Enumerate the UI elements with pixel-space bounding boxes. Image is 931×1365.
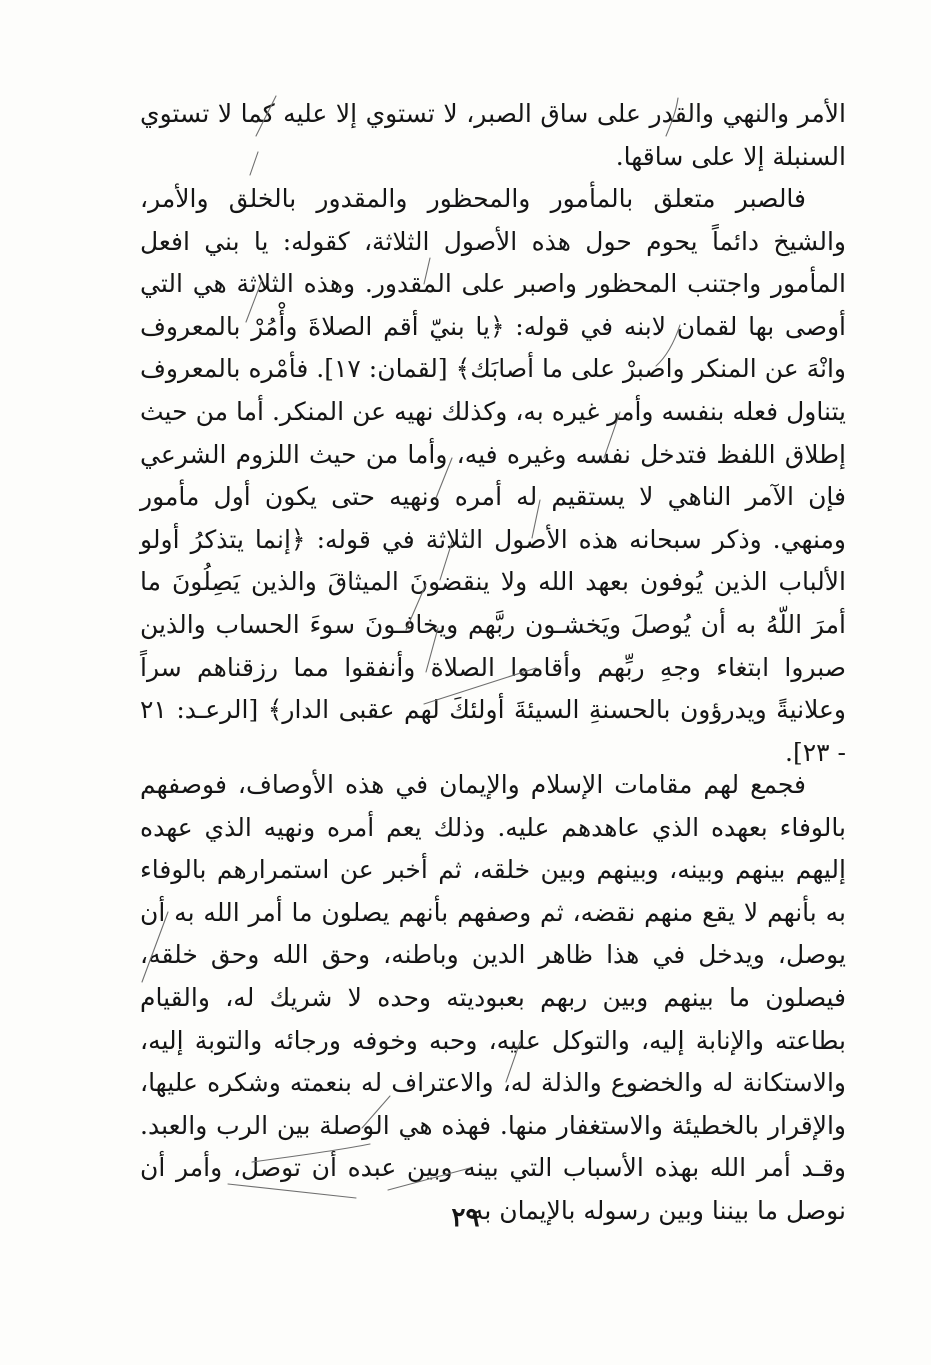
paragraph-2: فالصبر متعلق بالمأمور والمحظور والمقدور بالخلق والأمر، والشيخ دائماً يحوم حول هذه الأصول الثلاثة، كقوله: يا بني افعل المأمور واجتنب المحظور واصبر على المقدور. وهذه الثلاثة هي التي أوصى بها لقمان لابنه في قوله: ﴿يا بنيّ أقم الصلاةَ وأْمُرْ بالمعروف وانْهَ عن المنكر واصبرْ على ما أصابَك﴾ [لقمان: ١٧]. فأمْره بالمعروف يتناول فعله بنفسه وأمر غيره به، وكذلك نهيه عن المنكر. أما من حيث إطلاق اللفظ فتدخل نفسه وغيره فيه، وأما من حيث اللزوم الشرعي فإن الآمر الناهي لا يستقيم له أمره ونهيه حتى يكون أول مأمور ومنهي. وذكر سبحانه هذه الأصول الثلاثة في قوله: ﴿إنما يتذكرُ أولو الألباب الذين يُوفون بعهد الله ولا ينقضونَ الميثاقَ والذين يَصِلُونَ ما أمرَ اللّهُ به أن يُوصلَ ويَخشـون ربَّهم ويخافـونَ سوءَ الحساب والذين صبروا ابتغاء وجهِ ربِّهم وأقاموا الصلاة وأنفقوا مما رزقناهم سراً وعلانيةً ويدرؤون بالحسنةِ السيئةَ أولئكَ لهم عقبى الدار﴾ [الرعـد: ٢١ - ٢٣]. — [140, 184, 846, 767]
paragraph-1: الأمر والنهي والقدر على ساق الصبر، لا تستوي إلا عليه كما لا تستوي السنبلة إلا على ساقها. — [140, 99, 846, 171]
paragraph-3: فجمع لهم مقامات الإسلام والإيمان في هذه الأوصاف، فوصفهم بالوفاء بعهده الذي عاهدهم عليه. وذلك يعم أمره ونهيه الذي عهده إليهم بينهم وبينه، وبينهم وبين خلقه، ثم أخبر عن استمرارهم بالوفاء به بأنهم لا يقع منهم نقضه، ثم وصفهم بأنهم يصلون ما أمر الله به أن يوصل، ويدخل في هذا ظاهر الدين وباطنه، وحق الله وحق خلقه، فيصلون ما بينهم وبين ربهم بعبوديته وحده لا شريك له، والقيام بطاعته والإنابة إليه، والتوكل عليه، وحبه وخوفه ورجائه والتوبة إليه، والاستكانة له والخضوع والذلة له، والاعتراف له بنعمته وشكره عليها، والإقرار بالخطيئة والاستغفار منها. فهذه هي الوصلة بين الرب والعبد. وقـد أمر الله بهذه الأسباب التي بينه وبين عبده أن توصل، وأمر أن نوصل ما بيننا وبين رسوله بالإيمان به — [140, 770, 846, 1225]
page-number: ٢٩ — [451, 1203, 480, 1233]
